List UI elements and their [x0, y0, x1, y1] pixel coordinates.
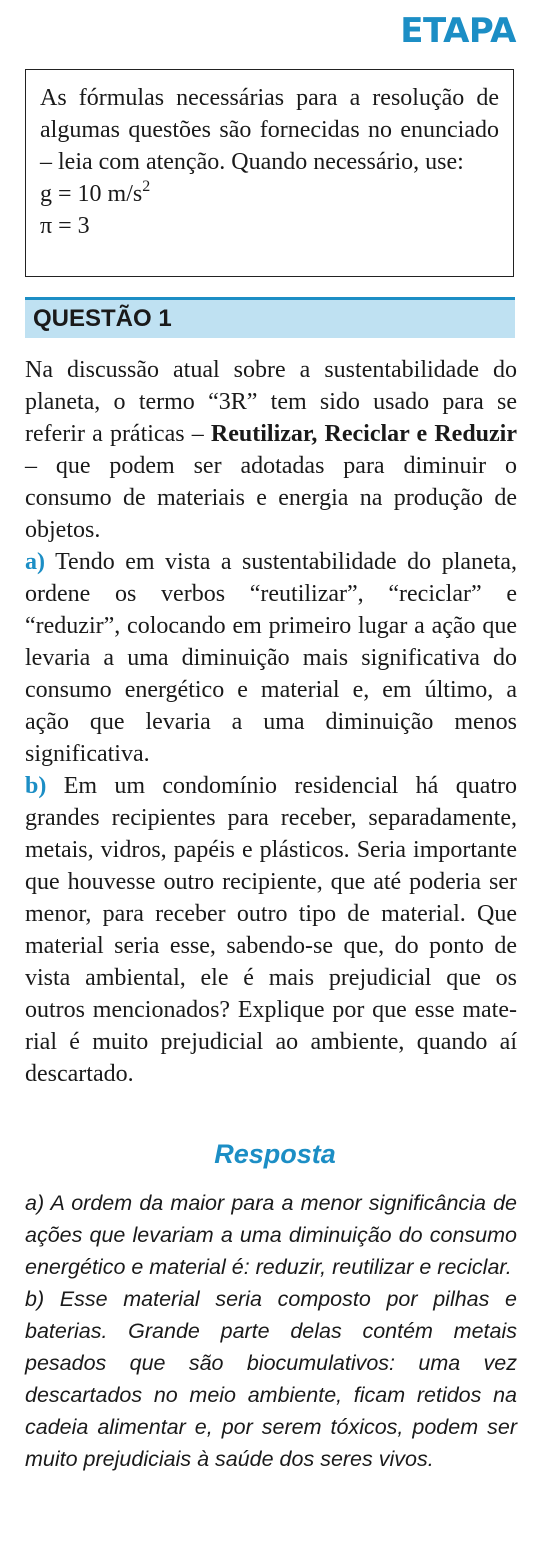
formula-notice-box [25, 69, 514, 277]
formula-notice-text: As fórmulas necessárias para a resolução de algumas questões são fornecidas no enunciado – leia com atenção. Quando necessário, use: [40, 85, 499, 175]
answer-body [25, 1187, 517, 1475]
answer-title: Resposta [214, 1139, 336, 1169]
etapa-logo: ETAPA [400, 11, 516, 51]
question-intro-start: Na discussão atual sobre a sustentabilidade do planeta, o termo “3R” tem sido usado para se referir a práticas – [25, 357, 517, 447]
question-intro [25, 354, 517, 546]
question-intro-end: – que podem ser adotadas para diminuir o consumo de materiais e energia na produção de objetos. [25, 453, 517, 543]
item-a-text: Tendo em vista a sustentabilidade do planeta, ordene os verbos “reutilizar”, “reciclar” e “reduzir”, colocando em primeiro lugar a ação que levaria a uma diminuição mais significativa do consumo energético e material e, em último, a ação que levaria a uma diminuição menos significativa. [25, 549, 517, 767]
item-a-label: a) [25, 549, 45, 575]
question-intro-bold: Reutilizar, Reciclar e Reduzir [210, 421, 517, 447]
item-b-label: b) [25, 773, 47, 799]
answer-a: a) A ordem da maior para a menor significância de ações que levariam a uma diminuição do consumo energético e material é: reduzir, reutilizar e reciclar. [25, 1191, 517, 1279]
item-b-text: Em um condomínio residencial há quatro grandes recipientes para receber, separadamente, metais, vidros, papéis e plásticos. Seria importante que houvesse outro recipiente, que até poderia ser menor, para receber outro tipo de material. Que material seria esse, sabendo-se que, do ponto de vista ambiental, ele é mais prejudicial que os outros mencionados? Explique por que esse material é muito prejudicial ao ambiente, quando aí descartado. [25, 773, 517, 1087]
gravity-value: g = 10 m/s [40, 181, 143, 207]
answer-b: b) Esse material seria composto por pilhas e baterias. Grande parte delas contém metais pesados que são biocumulativos: uma vez descartados no meio ambiente, ficam retidos na cadeia alimentar e, por serem tóxicos, podem ser muito prejudiciais à saúde dos seres vivos. [25, 1287, 517, 1471]
gravity-formula [40, 178, 499, 210]
question-body [25, 354, 517, 1090]
pi-formula: π = 3 [40, 213, 90, 239]
gravity-exponent: 2 [142, 178, 151, 195]
item-b [25, 770, 517, 1090]
item-a [25, 546, 517, 770]
question-title: QUESTÃO 1 [25, 297, 515, 338]
